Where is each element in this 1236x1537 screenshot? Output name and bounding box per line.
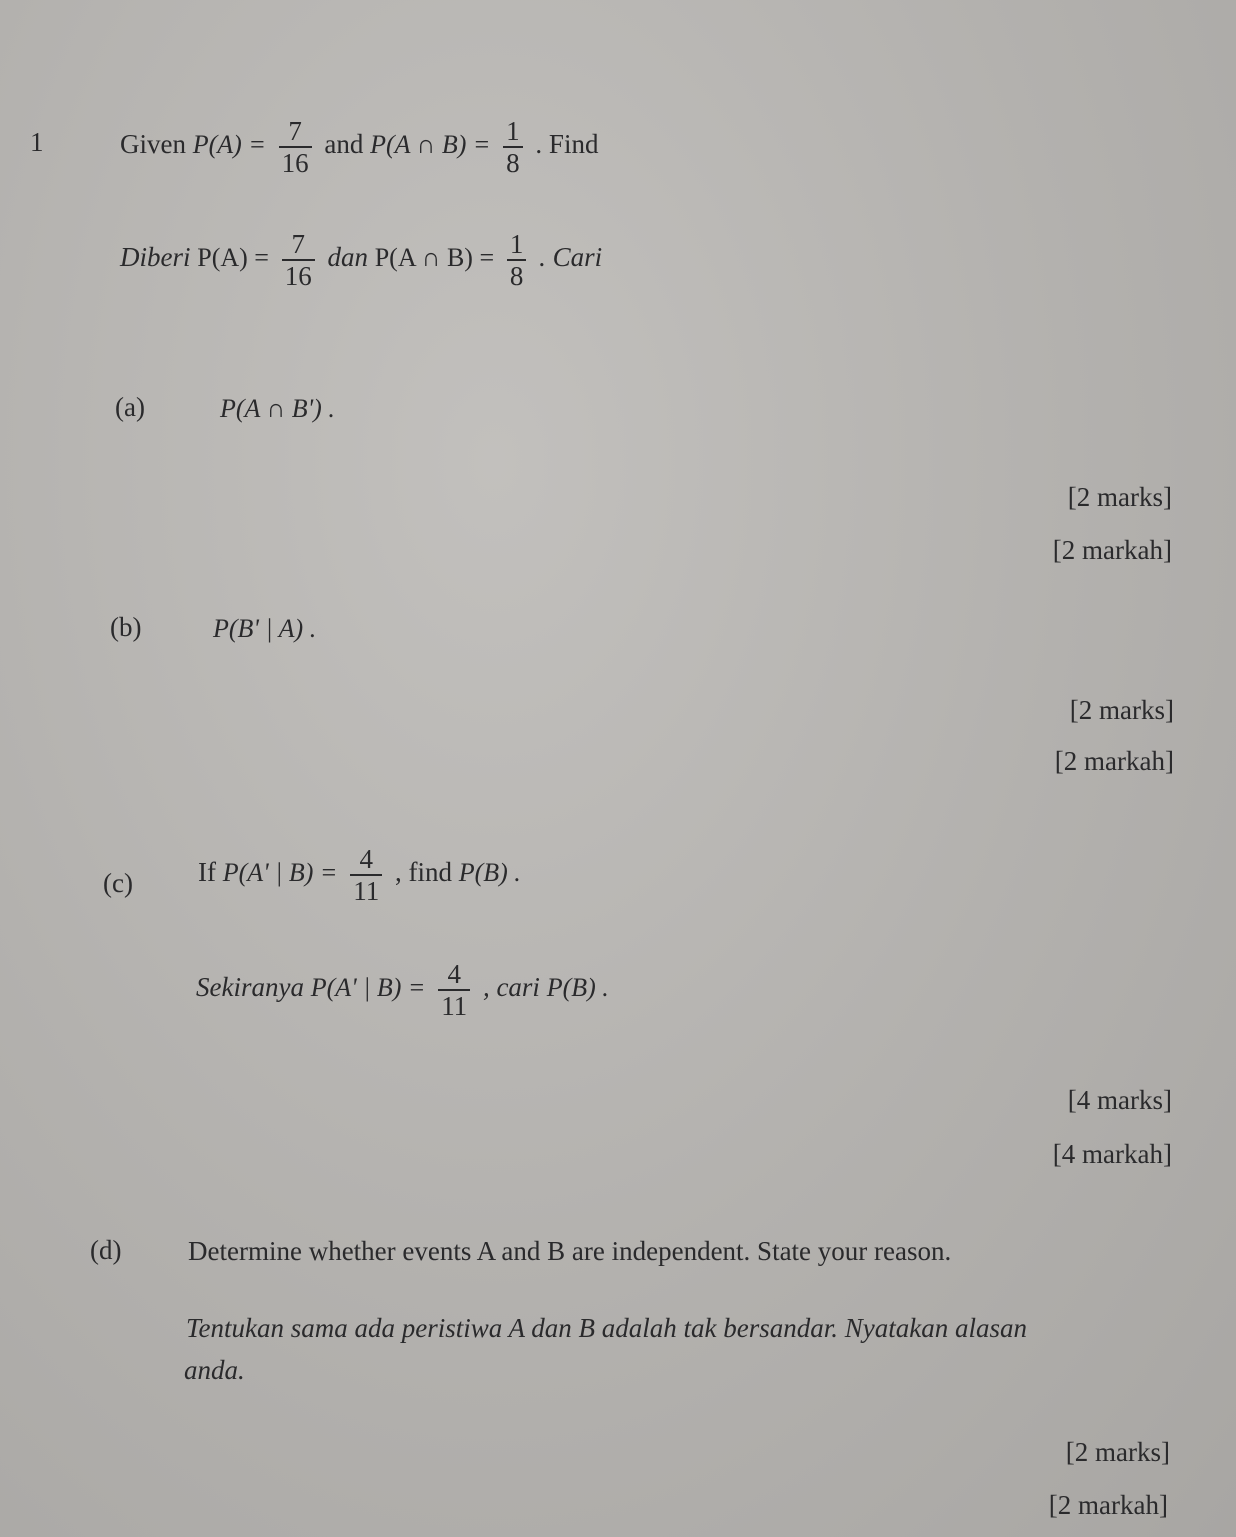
part-c-label: (c) bbox=[103, 868, 133, 898]
given-ms-prefix: Diberi bbox=[120, 242, 191, 273]
marks-text: [4 markah] bbox=[1052, 1139, 1172, 1169]
part-d-text-en: Determine whether events A and B are independent. State your reason. bbox=[188, 1236, 952, 1266]
pab-numerator: 1 bbox=[503, 117, 523, 148]
part-a-marks-en bbox=[1068, 482, 1172, 513]
part-c-ms-fraction bbox=[438, 960, 470, 1020]
part-d-label: (d) bbox=[90, 1235, 122, 1265]
given-ms-suffix: . Cari bbox=[539, 242, 603, 273]
part-c-ms-numerator: 4 bbox=[438, 960, 470, 991]
pab-denominator: 8 bbox=[506, 148, 520, 178]
pa-ms-expression: P(A) = bbox=[197, 243, 269, 273]
given-and: and bbox=[324, 129, 364, 160]
pab-expression: P(A ∩ B) = bbox=[370, 130, 491, 160]
part-a-expression: P(A ∩ B') . bbox=[220, 394, 335, 423]
part-c-sekiranya: Sekiranya bbox=[196, 972, 304, 1003]
given-malay-line bbox=[120, 230, 602, 290]
part-c-if: If bbox=[198, 857, 216, 888]
pa-expression: P(A) = bbox=[192, 130, 266, 160]
part-b-expression: P(B' | A) . bbox=[213, 614, 317, 643]
given-ms-and: dan bbox=[327, 242, 368, 273]
part-c-target: P(B) . bbox=[458, 858, 521, 888]
marks-text: [2 marks] bbox=[1069, 695, 1174, 725]
marks-text: [4 marks] bbox=[1067, 1085, 1172, 1115]
given-english-line bbox=[120, 117, 598, 177]
marks-text: [2 markah] bbox=[1054, 746, 1174, 776]
part-c-ms-denominator: 11 bbox=[441, 991, 468, 1021]
part-c-marks-en bbox=[1068, 1085, 1172, 1116]
part-b-marks-ms bbox=[1055, 746, 1174, 777]
part-b-label: (b) bbox=[110, 612, 142, 642]
pab-ms-denominator: 8 bbox=[509, 261, 524, 291]
part-a-marks-ms bbox=[1053, 535, 1172, 566]
part-d-text-ms-line2: anda. bbox=[184, 1355, 245, 1385]
part-c-marks-ms bbox=[1053, 1139, 1172, 1170]
given-suffix: . Find bbox=[535, 129, 599, 160]
part-c-english-line bbox=[198, 845, 521, 905]
marks-text: [2 markah] bbox=[1048, 1490, 1168, 1520]
part-d-marks-ms bbox=[1049, 1490, 1168, 1521]
part-a-label: (a) bbox=[115, 392, 145, 422]
part-c-numerator: 4 bbox=[350, 845, 382, 876]
part-c-find: , find bbox=[394, 857, 452, 888]
pab-ms-expression: P(A ∩ B) = bbox=[374, 243, 495, 273]
given-prefix: Given bbox=[120, 129, 186, 160]
marks-text: [2 marks] bbox=[1065, 1437, 1170, 1467]
pab-fraction bbox=[503, 117, 523, 177]
pa-numerator: 7 bbox=[279, 117, 312, 148]
part-c-malay-line bbox=[196, 960, 609, 1020]
pa-fraction bbox=[279, 117, 312, 177]
part-c-cari: , cari bbox=[482, 972, 540, 1003]
part-c-fraction bbox=[350, 845, 382, 905]
part-c-lhs: P(A' | B) = bbox=[222, 858, 338, 888]
pa-denominator: 16 bbox=[281, 148, 309, 178]
pa-ms-numerator: 7 bbox=[282, 230, 315, 261]
part-c-denominator: 11 bbox=[353, 876, 380, 906]
part-d-text-ms-line1: Tentukan sama ada peristiwa A dan B adalah tak bersandar. Nyatakan alasan bbox=[186, 1313, 1028, 1343]
marks-text: [2 marks] bbox=[1067, 482, 1172, 512]
part-b-marks-en bbox=[1070, 695, 1174, 726]
part-d-marks-en bbox=[1066, 1437, 1170, 1468]
pab-ms-fraction bbox=[507, 230, 527, 290]
part-c-ms-target: P(B) . bbox=[546, 973, 609, 1003]
marks-text: [2 markah] bbox=[1052, 535, 1172, 565]
pa-ms-fraction bbox=[282, 230, 315, 290]
part-c-ms-lhs: P(A' | B) = bbox=[310, 973, 426, 1003]
question-number: 1 bbox=[30, 127, 44, 157]
pa-ms-denominator: 16 bbox=[284, 261, 312, 291]
pab-ms-numerator: 1 bbox=[507, 230, 527, 261]
